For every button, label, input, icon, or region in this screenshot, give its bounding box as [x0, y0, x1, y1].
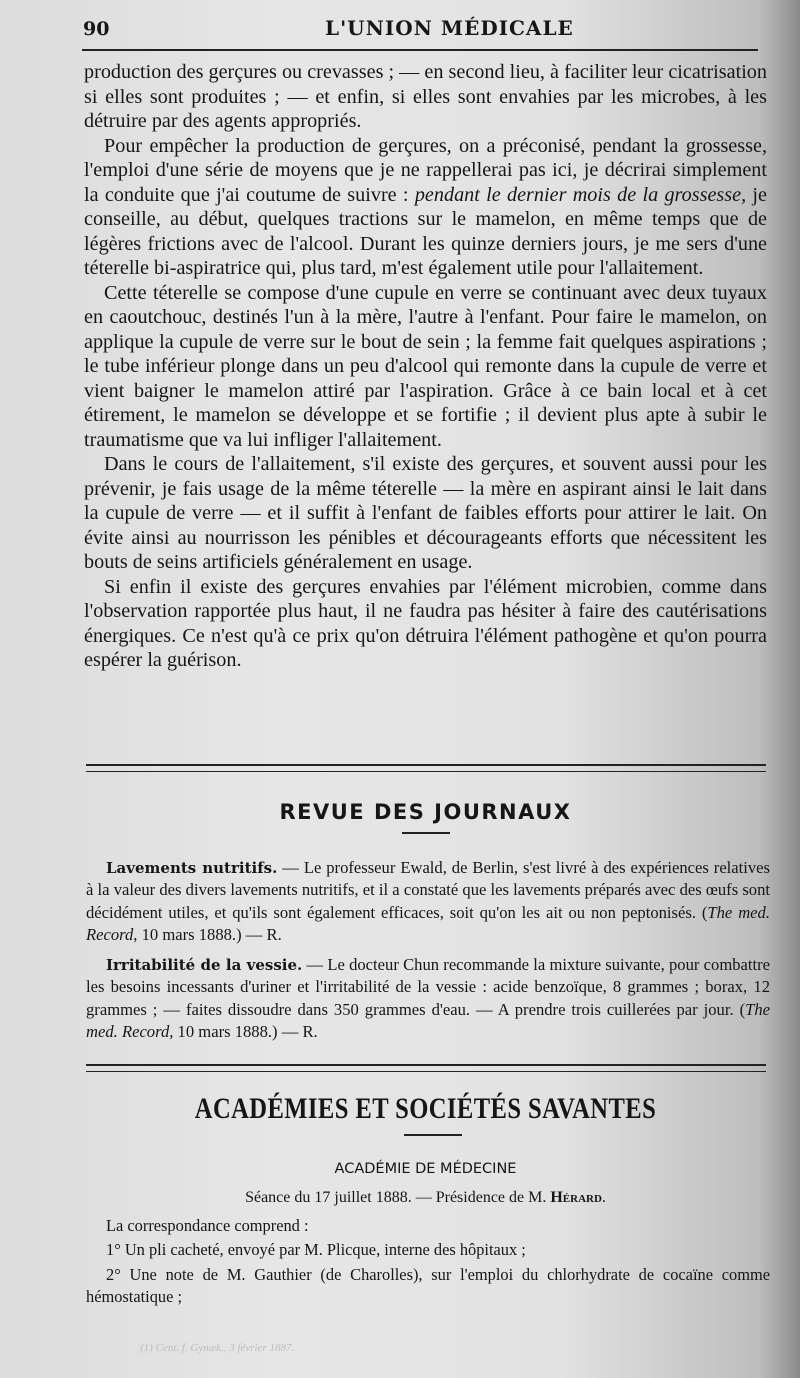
revue-title: REVUE DES JOURNAUX: [279, 800, 572, 824]
paragraph-text: je conseille, au début, quelques tractions sur le mamelon, en même temps que de légères frictions avec de l'alcool. Durant les quinze derniers jours, je me sers d'une téterelle bi-aspiratrice qui, plus tard, m'est également utile pour l'allaitement.: [84, 183, 767, 279]
revue-item-tail: 10 mars 1888.) — R.: [137, 924, 282, 944]
journal-title: L'UNION MÉDICALE: [325, 16, 574, 40]
article-paragraph: Dans le cours de l'allaitement, s'il existe des gerçures, et souvent aussi pour les prévenir, je fais usage de la même téterelle — la mère en aspirant ainsi le lait dans la cupule de verre — et il suffit à l'enfant de faibles efforts pour attirer le lait. On évite ainsi au nourrisson les pénibles et décourageants efforts que nécessitent les bouts de seins artificiels généralement en usage.: [84, 453, 767, 573]
title-underline: [402, 832, 450, 834]
correspondance-intro: La correspondance comprend :: [106, 1216, 309, 1235]
revue-item-tail: 10 mars 1888.) — R.: [173, 1022, 318, 1042]
session-line: [84, 1189, 767, 1207]
emphasis-text: pendant le dernier mois de la grossesse,: [414, 183, 747, 206]
article-body: [84, 60, 767, 673]
article-paragraph: production des gerçures ou crevasses ; — en second lieu, à faciliter leur cicatrisation si elles sont produites ; — et enfin, si elles sont envahies par les microbes, à les détruire par des agents appropriés.: [84, 61, 767, 132]
revue-item-source: The med. Record,: [86, 999, 770, 1042]
revue-item-text: — Le docteur Chun recommande la mixture suivante, pour combattre les besoins incessants d'uriner et l'irritabilité de la vessie : acide benzoïque, 8 grammes ; borax, 12 grammes ; — faites dissoudre dans 350 grammes d'eau. — A prendre trois cuillerées par jour. (: [86, 955, 771, 1019]
session-text: Séance du 17 juillet 1888. — Présidence de M.: [245, 1189, 551, 1206]
article-paragraph: Si enfin il existe des gerçures envahies par l'élément microbien, comme dans l'observation rapportée plus haut, il ne faudra pas hésiter à faire des cautérisations énergiques. Ce n'est qu'à ce prix qu'on détruira l'élément pathogène et qu'on pourra espérer la guérison.: [84, 575, 767, 671]
correspondance-item: 2° Une note de M. Gauthier (de Charolles), sur l'emploi du chlorhydrate de cocaïne comme hémostatique ;: [86, 1264, 770, 1306]
revue-item-text: — Le professeur Ewald, de Berlin, s'est livré à des expériences relatives à la valeur des divers lavements nutritifs, et il a constaté que les lavements préparés avec des œufs sont décidément utiles, et qu'ils sont également efficaces, soit qu'on les ait ou non peptonisés. (: [86, 858, 770, 922]
president-name: Hérard: [550, 1189, 602, 1206]
correspondance: [86, 1215, 770, 1308]
faint-footnote: (1) Cent. f. Gynæk., 3 février 1887.: [140, 1342, 295, 1354]
revue-item-source: The med. Record,: [86, 902, 770, 944]
session-suffix: .: [601, 1189, 606, 1206]
revue-item: [86, 954, 770, 1043]
academie-subtitle: ACADÉMIE DE MÉDECINE: [334, 1161, 517, 1177]
revue-item-title: Irritabilité de la vessie.: [106, 956, 303, 975]
section-divider: [86, 1064, 766, 1072]
correspondance-item: 1° Un pli cacheté, envoyé par M. Plicque, interne des hôpitaux ;: [106, 1240, 526, 1260]
revue-items: [86, 857, 770, 1043]
paragraph-text: Pour empêcher la production de gerçures, on a préconisé, pendant la grossesse, l'emploi d'une série de moyens que je ne rappellerai pas ici, je décrirai simplement la conduite que j'ai coutume de suivre :: [84, 134, 767, 206]
section-divider: [86, 764, 766, 772]
header-rule: [82, 49, 758, 51]
page-header: [0, 10, 800, 44]
revue-item: [86, 857, 770, 946]
page-number: 90: [83, 18, 110, 40]
academies-title: ACADÉMIES ET SOCIÉTÉS SAVANTES: [194, 1092, 657, 1125]
article-paragraph: Cette téterelle se compose d'une cupule en verre se continuant avec deux tuyaux en caoutchouc, destinés l'un à la mère, l'autre à l'enfant. Pour faire le mamelon, on applique la cupule de verre sur le bout de sein ; la femme fait quelques aspirations ; le tube inférieur plonge dans un peu d'alcool qui remonte dans la cupule de verre et vient baigner le mamelon attiré par l'aspiration. Grâce à ce bain local et à cet étirement, le mamelon se développe et se fortifie ; il devient plus apte à subir le traumatisme que va lui infliger l'allaitement.: [84, 281, 767, 451]
article-paragraph: [84, 134, 767, 281]
title-underline: [404, 1134, 462, 1136]
revue-item-title: Lavements nutritifs.: [106, 859, 278, 877]
